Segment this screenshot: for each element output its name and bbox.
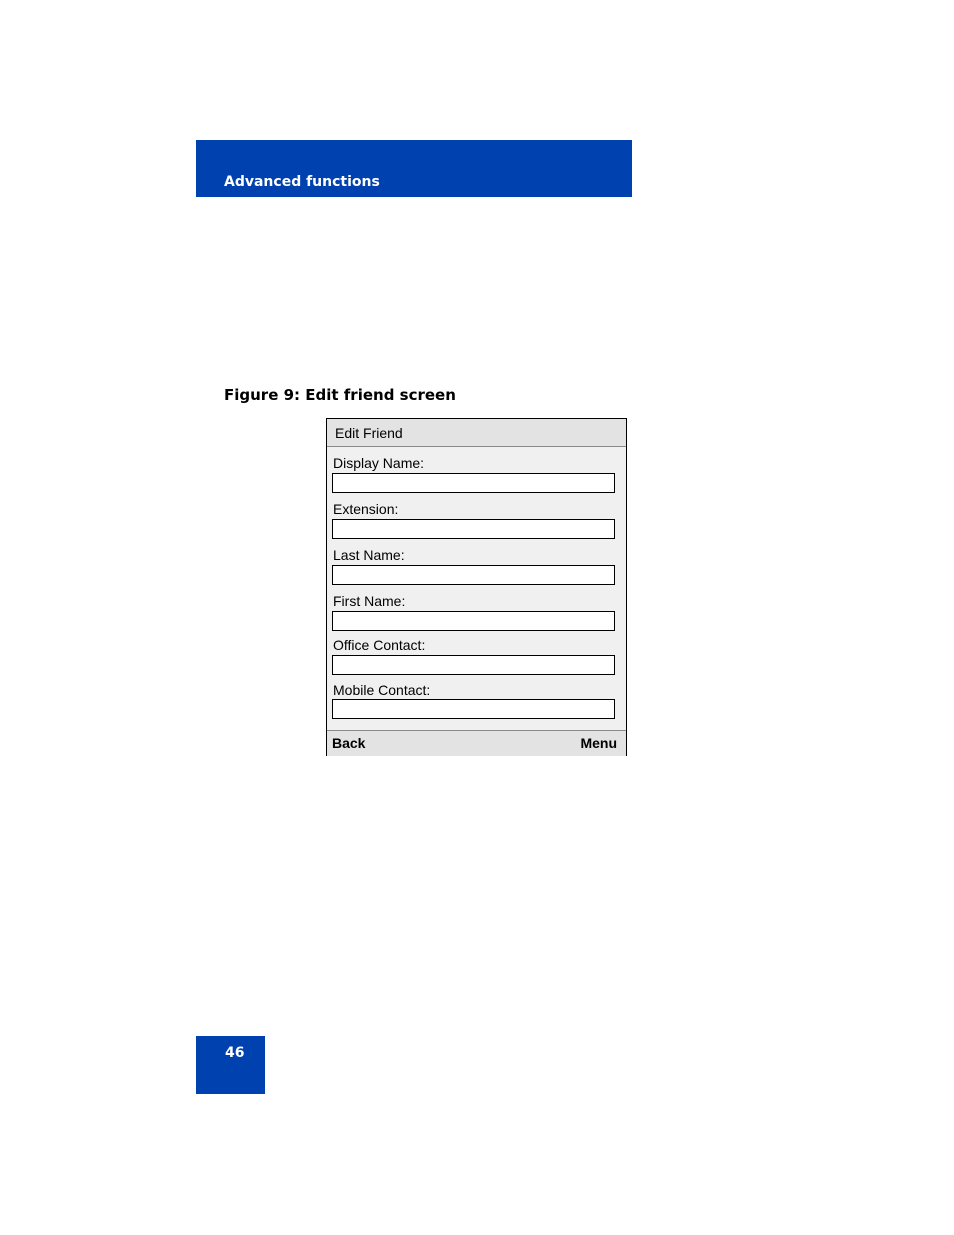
mobile-contact-input[interactable] xyxy=(332,699,615,719)
screen-title: Edit Friend xyxy=(335,425,403,441)
screen-title-bar xyxy=(327,419,626,447)
section-title: Advanced functions xyxy=(224,174,380,190)
menu-softkey[interactable]: Menu xyxy=(580,735,617,751)
extension-label: Extension: xyxy=(333,501,399,517)
page-number: 46 xyxy=(225,1045,245,1061)
display-name-label: Display Name: xyxy=(333,455,425,471)
edit-friend-screen xyxy=(326,418,627,756)
softkey-bar xyxy=(327,730,626,756)
first-name-input[interactable] xyxy=(332,611,615,631)
section-header-band xyxy=(196,140,632,197)
display-name-input[interactable] xyxy=(332,473,615,493)
mobile-contact-label: Mobile Contact: xyxy=(333,682,431,698)
extension-input[interactable] xyxy=(332,519,615,539)
first-name-label: First Name: xyxy=(333,593,406,609)
back-softkey[interactable]: Back xyxy=(332,735,366,751)
figure-caption: Figure 9: Edit friend screen xyxy=(224,386,456,404)
office-contact-input[interactable] xyxy=(332,655,615,675)
last-name-label: Last Name: xyxy=(333,547,405,563)
page-number-box xyxy=(196,1036,265,1094)
office-contact-label: Office Contact: xyxy=(333,637,426,653)
last-name-input[interactable] xyxy=(332,565,615,585)
